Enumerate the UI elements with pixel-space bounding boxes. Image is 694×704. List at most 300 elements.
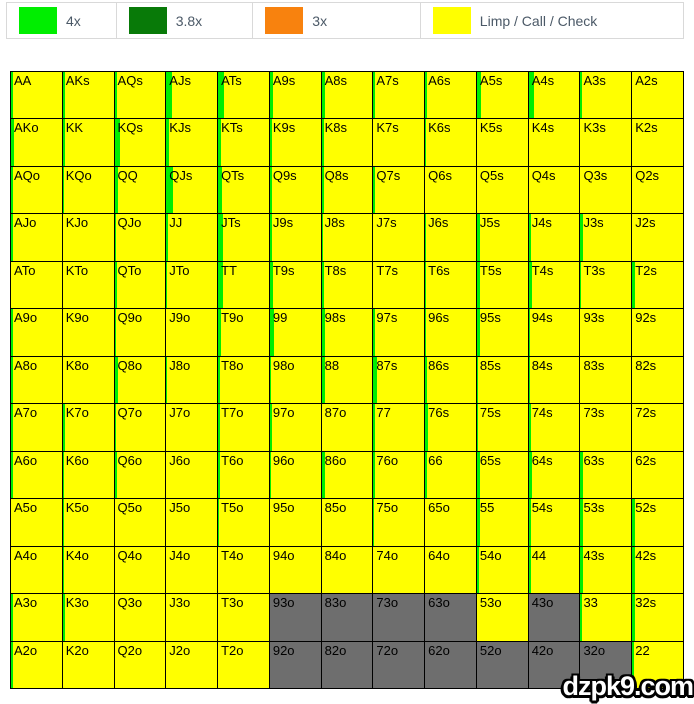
hand-cell-KTo: [63, 262, 114, 308]
hand-cell-label: A6s: [428, 73, 451, 88]
hand-cell-label: JJ: [169, 215, 183, 231]
hand-cell-label: J4s: [531, 215, 552, 231]
hand-cell-66: [425, 452, 476, 498]
hand-cell-94o: [270, 547, 321, 593]
hand-cell-label: 98o: [272, 357, 295, 373]
hand-cell-Q5o: [115, 499, 166, 545]
hand-cell-QQ: [115, 167, 166, 213]
hand-cell-label: K9s: [272, 120, 296, 136]
hand-cell-52o: [477, 642, 528, 688]
hand-cell-88: [322, 357, 373, 403]
hand-cell-label: K8o: [65, 357, 89, 373]
hand-cell-label: K4o: [65, 547, 89, 563]
hand-cell-label: QTo: [117, 262, 142, 278]
hand-cell-label: A7o: [14, 405, 38, 421]
hand-cell-label: 44: [531, 547, 547, 563]
hand-cell-K7o: [63, 404, 114, 450]
hand-cell-T8o: [218, 357, 269, 403]
hand-cell-label: A6o: [14, 452, 38, 468]
hand-cell-label: K3s: [583, 120, 606, 136]
hand-cell-54o: [477, 547, 528, 593]
hand-cell-A9s: [270, 72, 321, 118]
hand-cell-label: Q8s: [324, 167, 349, 183]
hand-cell-62s: [632, 452, 683, 498]
hand-cell-QTs: [218, 167, 269, 213]
hand-cell-A8s: [322, 72, 373, 118]
hand-cell-A9o: [11, 309, 62, 355]
hand-cell-label: 84o: [324, 547, 347, 563]
hand-cell-54s: [529, 499, 580, 545]
hand-cell-AQs: [115, 72, 166, 118]
hand-cell-96o: [270, 452, 321, 498]
hand-cell-JTo: [166, 262, 217, 308]
hand-cell-KJs: [166, 119, 217, 165]
hand-cell-J4o: [166, 547, 217, 593]
hand-cell-label: A4s: [531, 73, 555, 88]
hand-cell-43s: [580, 547, 631, 593]
hand-cell-label: T9o: [221, 310, 244, 326]
hand-cell-label: 85s: [479, 357, 501, 373]
hand-cell-label: A8o: [14, 357, 38, 373]
hand-cell-44: [529, 547, 580, 593]
hand-cell-K8s: [322, 119, 373, 165]
hand-cell-A4s: [529, 72, 580, 118]
hand-cell-Q4o: [115, 547, 166, 593]
hand-cell-label: Q3s: [583, 167, 608, 183]
hand-cell-label: Q7s: [376, 167, 401, 183]
hand-cell-65o: [425, 499, 476, 545]
hand-cell-K5s: [477, 119, 528, 165]
hand-cell-label: 52o: [479, 642, 502, 658]
hand-cell-77: [373, 404, 424, 450]
hand-cell-97o: [270, 404, 321, 450]
hand-cell-43o: [529, 594, 580, 640]
hand-cell-J5o: [166, 499, 217, 545]
hand-cell-label: 64o: [428, 547, 450, 563]
hand-cell-K9s: [270, 119, 321, 165]
hand-cell-87s: [373, 357, 424, 403]
hand-cell-K7s: [373, 119, 424, 165]
hand-cell-94s: [529, 309, 580, 355]
hand-cell-63o: [425, 594, 476, 640]
hand-cell-J6s: [425, 214, 476, 260]
hand-cell-Q6s: [425, 167, 476, 213]
hand-cell-J2s: [632, 214, 683, 260]
hand-cell-label: K2o: [65, 642, 89, 658]
hand-cell-label: K5o: [65, 500, 89, 516]
hand-cell-A3s: [580, 72, 631, 118]
hand-cell-72s: [632, 404, 683, 450]
hand-cell-label: 97s: [376, 310, 398, 326]
hand-cell-label: 92o: [272, 642, 295, 658]
hand-cell-label: J4o: [169, 547, 191, 563]
legend-color-swatch-icon: [265, 7, 303, 34]
hand-cell-83s: [580, 357, 631, 403]
legend-item: [421, 3, 683, 38]
hand-cell-76s: [425, 404, 476, 450]
hand-cell-T8s: [322, 262, 373, 308]
hand-cell-AA: [11, 72, 62, 118]
hand-cell-A4o: [11, 547, 62, 593]
hand-cell-label: A5s: [479, 73, 503, 88]
hand-cell-label: Q5o: [117, 500, 143, 516]
hand-cell-A5s: [477, 72, 528, 118]
hand-cell-QJo: [115, 214, 166, 260]
hand-cell-label: T8o: [221, 357, 244, 373]
hand-cell-label: Q4s: [531, 167, 556, 183]
hand-cell-label: T2s: [635, 262, 657, 278]
hand-cell-label: J3s: [583, 215, 604, 231]
hand-cell-label: J8s: [324, 215, 345, 231]
hand-cell-label: 76o: [376, 452, 399, 468]
hand-cell-label: K8s: [324, 120, 348, 136]
hand-cell-73o: [373, 594, 424, 640]
hand-cell-label: A2o: [14, 642, 38, 658]
hand-cell-label: A5o: [14, 500, 38, 516]
hand-cell-Q2s: [632, 167, 683, 213]
hand-cell-AQo: [11, 167, 62, 213]
hand-cell-label: JTs: [221, 215, 241, 231]
hand-cell-33: [580, 594, 631, 640]
hand-cell-label: K5s: [479, 120, 503, 136]
hand-cell-85o: [322, 499, 373, 545]
hand-cell-82s: [632, 357, 683, 403]
hand-cell-label: 53s: [583, 500, 605, 516]
hand-cell-label: J5o: [169, 500, 191, 516]
hand-cell-J8s: [322, 214, 373, 260]
hand-cell-87o: [322, 404, 373, 450]
hand-cell-KK: [63, 119, 114, 165]
hand-cell-A2s: [632, 72, 683, 118]
hand-cell-label: T7s: [376, 262, 399, 278]
hand-cell-label: J2s: [635, 215, 656, 231]
hand-cell-label: AKs: [65, 73, 90, 88]
hand-cell-AKs: [63, 72, 114, 118]
hand-cell-72o: [373, 642, 424, 688]
hand-cell-KJo: [63, 214, 114, 260]
hand-cell-label: ATo: [14, 262, 36, 278]
hand-cell-95s: [477, 309, 528, 355]
hand-cell-label: J3o: [169, 595, 191, 611]
hand-cell-label: QJo: [117, 215, 142, 231]
hand-cell-T5o: [218, 499, 269, 545]
hand-cell-Q8o: [115, 357, 166, 403]
hand-cell-T3o: [218, 594, 269, 640]
hand-cell-label: A2s: [635, 73, 658, 88]
hand-cell-76o: [373, 452, 424, 498]
hand-cell-A2o: [11, 642, 62, 688]
hand-cell-Q3o: [115, 594, 166, 640]
hand-cell-label: K2s: [635, 120, 658, 136]
hand-cell-label: 54o: [479, 547, 502, 563]
hand-cell-K6o: [63, 452, 114, 498]
hand-cell-T7s: [373, 262, 424, 308]
hand-cell-label: J6s: [428, 215, 449, 231]
hand-cell-K2o: [63, 642, 114, 688]
hand-cell-86o: [322, 452, 373, 498]
hand-cell-KQs: [115, 119, 166, 165]
hand-cell-J8o: [166, 357, 217, 403]
hand-cell-label: 96o: [272, 452, 295, 468]
hand-cell-label: 95o: [272, 500, 295, 516]
hand-cell-A6s: [425, 72, 476, 118]
hand-cell-label: 64s: [531, 452, 553, 468]
hand-cell-Q9s: [270, 167, 321, 213]
hand-cell-KQo: [63, 167, 114, 213]
hand-cell-label: KQo: [65, 167, 92, 183]
hand-cell-AJo: [11, 214, 62, 260]
hand-cell-label: K7s: [376, 120, 399, 136]
hand-cell-A3o: [11, 594, 62, 640]
legend-label: Limp / Call / Check: [479, 12, 598, 29]
hand-cell-75o: [373, 499, 424, 545]
hand-cell-83o: [322, 594, 373, 640]
hand-cell-label: 76s: [428, 405, 450, 421]
hand-cell-A6o: [11, 452, 62, 498]
hand-cell-K4s: [529, 119, 580, 165]
hand-cell-93s: [580, 309, 631, 355]
hand-cell-label: 99: [272, 310, 288, 326]
hand-cell-label: Q6o: [117, 452, 143, 468]
hand-cell-label: T5o: [221, 500, 244, 516]
legend-label: 3x: [312, 12, 328, 29]
hand-cell-label: 75o: [376, 500, 399, 516]
hand-cell-label: 95s: [479, 310, 501, 326]
hand-cell-label: AJs: [169, 73, 191, 88]
hand-cell-label: 63o: [428, 595, 450, 611]
hand-cell-T7o: [218, 404, 269, 450]
hand-cell-T3s: [580, 262, 631, 308]
hand-cell-label: 62o: [428, 642, 450, 658]
hand-cell-label: T6s: [428, 262, 450, 278]
hand-cell-QTo: [115, 262, 166, 308]
hand-cell-99: [270, 309, 321, 355]
hand-cell-label: Q2o: [117, 642, 143, 658]
hand-cell-73s: [580, 404, 631, 450]
hand-cell-A7s: [373, 72, 424, 118]
hand-cell-85s: [477, 357, 528, 403]
hand-cell-label: 66: [428, 452, 443, 468]
hand-cell-label: 87s: [376, 357, 398, 373]
legend-color-swatch-icon: [19, 7, 57, 34]
hand-cell-label: 94o: [272, 547, 295, 563]
hand-cell-T6s: [425, 262, 476, 308]
hand-cell-Q8s: [322, 167, 373, 213]
hand-cell-label: 86s: [428, 357, 450, 373]
hand-cell-K3s: [580, 119, 631, 165]
hand-cell-Q3s: [580, 167, 631, 213]
hand-cell-T2s: [632, 262, 683, 308]
hand-cell-92o: [270, 642, 321, 688]
hand-cell-label: J7s: [376, 215, 397, 231]
hand-cell-label: 84s: [531, 357, 553, 373]
hand-cell-Q9o: [115, 309, 166, 355]
hand-cell-label: KTs: [221, 120, 243, 136]
hand-cell-label: 87o: [324, 405, 347, 421]
hand-cell-K8o: [63, 357, 114, 403]
hand-cell-JTs: [218, 214, 269, 260]
hand-cell-label: A4o: [14, 547, 38, 563]
hand-cell-label: T5s: [479, 262, 502, 278]
hand-cell-label: 33: [583, 595, 598, 611]
hand-cell-label: J7o: [169, 405, 191, 421]
hand-cell-A7o: [11, 404, 62, 450]
hand-cell-label: 53o: [479, 595, 502, 611]
hand-cell-label: AKo: [14, 120, 39, 136]
hand-cell-A8o: [11, 357, 62, 403]
hand-cell-label: T4s: [531, 262, 554, 278]
legend-label: 3.8x: [175, 12, 203, 29]
hand-cell-label: QJs: [169, 167, 193, 183]
hand-cell-label: 42o: [531, 642, 554, 658]
hand-cell-label: 52s: [635, 500, 657, 516]
hand-cell-label: Q2s: [635, 167, 660, 183]
hand-cell-label: ATs: [221, 73, 242, 88]
hand-cell-label: 94s: [531, 310, 553, 326]
hand-cell-label: 86o: [324, 452, 347, 468]
hand-cell-K9o: [63, 309, 114, 355]
hand-cell-label: A3s: [583, 73, 606, 88]
hand-cell-label: TT: [221, 262, 237, 278]
hand-cell-label: 98s: [324, 310, 346, 326]
hand-cell-92s: [632, 309, 683, 355]
hand-cell-label: 75s: [479, 405, 501, 421]
hand-cell-KTs: [218, 119, 269, 165]
legend-item: [7, 3, 117, 38]
hand-cell-label: Q9o: [117, 310, 143, 326]
hand-cell-96s: [425, 309, 476, 355]
hand-cell-label: T8s: [324, 262, 347, 278]
hand-cell-K2s: [632, 119, 683, 165]
hand-cell-55: [477, 499, 528, 545]
hand-cell-label: KTo: [65, 262, 89, 278]
hand-cell-label: AQs: [117, 73, 143, 88]
hand-cell-J7s: [373, 214, 424, 260]
hand-cell-J2o: [166, 642, 217, 688]
hand-matrix-grid: [10, 71, 684, 689]
legend-item: [117, 3, 254, 38]
hand-cell-label: T3o: [221, 595, 244, 611]
hand-cell-label: 54s: [531, 500, 553, 516]
hand-cell-62o: [425, 642, 476, 688]
legend-color-swatch-icon: [129, 7, 167, 34]
hand-cell-label: K7o: [65, 405, 89, 421]
legend-bar: [6, 2, 684, 39]
hand-cell-label: 83o: [324, 595, 347, 611]
hand-cell-T6o: [218, 452, 269, 498]
hand-cell-53o: [477, 594, 528, 640]
hand-cell-T9o: [218, 309, 269, 355]
hand-cell-label: JTo: [169, 262, 190, 278]
hand-cell-label: 62s: [635, 452, 657, 468]
hand-cell-label: 85o: [324, 500, 347, 516]
hand-cell-52s: [632, 499, 683, 545]
hand-cell-K5o: [63, 499, 114, 545]
hand-cell-label: KQs: [117, 120, 143, 136]
hand-cell-label: J5s: [479, 215, 501, 231]
hand-cell-53s: [580, 499, 631, 545]
hand-cell-J5s: [477, 214, 528, 260]
hand-cell-label: 97o: [272, 405, 295, 421]
hand-cell-label: K3o: [65, 595, 89, 611]
hand-cell-label: 32s: [635, 595, 657, 611]
hand-cell-label: 96s: [428, 310, 450, 326]
hand-cell-74o: [373, 547, 424, 593]
hand-cell-label: 88: [324, 357, 340, 373]
hand-cell-ATs: [218, 72, 269, 118]
hand-cell-label: 65o: [428, 500, 450, 516]
hand-cell-AJs: [166, 72, 217, 118]
hand-cell-label: A7s: [376, 73, 399, 88]
hand-cell-label: KJs: [169, 120, 191, 136]
hand-cell-label: 43s: [583, 547, 605, 563]
hand-cell-AKo: [11, 119, 62, 165]
hand-cell-QJs: [166, 167, 217, 213]
hand-cell-TT: [218, 262, 269, 308]
hand-cell-label: AA: [14, 73, 32, 88]
hand-cell-98o: [270, 357, 321, 403]
hand-cell-label: 43o: [531, 595, 554, 611]
hand-cell-label: 82o: [324, 642, 347, 658]
hand-cell-label: J9s: [272, 215, 294, 231]
hand-cell-label: J9o: [169, 310, 191, 326]
hand-cell-84s: [529, 357, 580, 403]
hand-cell-label: Q8o: [117, 357, 143, 373]
hand-cell-84o: [322, 547, 373, 593]
hand-cell-64o: [425, 547, 476, 593]
hand-cell-97s: [373, 309, 424, 355]
hand-cell-Q7o: [115, 404, 166, 450]
hand-cell-label: J6o: [169, 452, 191, 468]
hand-cell-Q6o: [115, 452, 166, 498]
hand-cell-label: QTs: [221, 167, 245, 183]
hand-cell-label: K6o: [65, 452, 89, 468]
hand-cell-label: 83s: [583, 357, 605, 373]
hand-cell-label: Q7o: [117, 405, 143, 421]
hand-cell-J9o: [166, 309, 217, 355]
hand-cell-label: T9s: [272, 262, 295, 278]
hand-cell-95o: [270, 499, 321, 545]
hand-cell-T4s: [529, 262, 580, 308]
hand-cell-74s: [529, 404, 580, 450]
hand-cell-label: 73o: [376, 595, 399, 611]
hand-cell-T9s: [270, 262, 321, 308]
hand-cell-label: KK: [65, 120, 84, 136]
hand-cell-label: T3s: [583, 262, 606, 278]
hand-cell-label: 42s: [635, 547, 657, 563]
hand-cell-label: K9o: [65, 310, 89, 326]
hand-cell-T2o: [218, 642, 269, 688]
hand-cell-label: T2o: [221, 642, 244, 658]
hand-cell-65s: [477, 452, 528, 498]
hand-cell-label: 93s: [583, 310, 605, 326]
hand-cell-label: 82s: [635, 357, 657, 373]
hand-cell-label: K4s: [531, 120, 555, 136]
hand-cell-K6s: [425, 119, 476, 165]
hand-cell-A5o: [11, 499, 62, 545]
hand-cell-label: 65s: [479, 452, 501, 468]
hand-cell-label: 74o: [376, 547, 399, 563]
hand-cell-T4o: [218, 547, 269, 593]
hand-cell-label: 22: [635, 642, 650, 658]
hand-cell-label: AJo: [14, 215, 37, 231]
hand-cell-label: 92s: [635, 310, 657, 326]
hand-cell-J6o: [166, 452, 217, 498]
hand-cell-63s: [580, 452, 631, 498]
hand-cell-label: A8s: [324, 73, 348, 88]
legend-item: [253, 3, 421, 38]
hand-cell-label: T7o: [221, 405, 244, 421]
